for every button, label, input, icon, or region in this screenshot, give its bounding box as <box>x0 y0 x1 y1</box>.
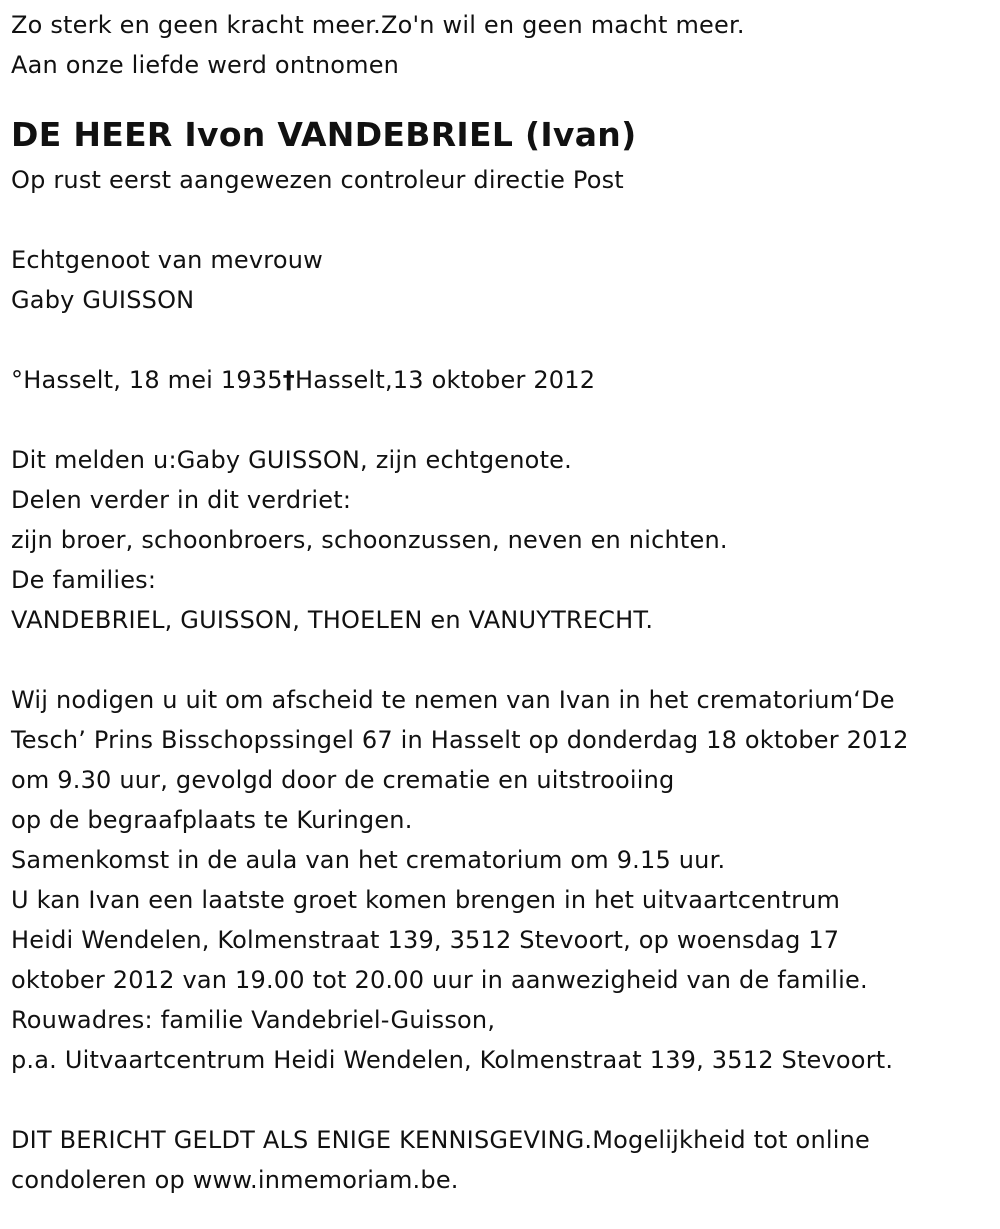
ceremony-line-7: Heidi Wendelen, Kolmenstraat 139, 3512 Stevoort, op woensdag 17 <box>11 926 840 954</box>
announcement-line-2: Delen verder in dit verdriet: <box>11 486 352 514</box>
ceremony-line-8: oktober 2012 van 19.00 tot 20.00 uur in aanwezigheid van de familie. <box>11 966 868 994</box>
intro-line-1: Zo sterk en geen kracht meer.Zo'n wil en geen macht meer. <box>11 11 745 39</box>
announcement-line-4: De families: <box>11 566 157 594</box>
spacer <box>11 400 991 440</box>
announcement-line-5: VANDEBRIEL, GUISSON, THOELEN en VANUYTRECHT. <box>11 606 654 634</box>
death-date: Hasselt,13 oktober 2012 <box>294 366 596 394</box>
spacer <box>11 200 991 240</box>
announcement-line-1: Dit melden u:Gaby GUISSON, zijn echtgenote. <box>11 446 572 474</box>
death-dagger-icon: † <box>282 366 295 394</box>
ceremony-line-10: p.a. Uitvaartcentrum Heidi Wendelen, Kolmenstraat 139, 3512 Stevoort. <box>11 1046 894 1074</box>
ceremony-line-5: Samenkomst in de aula van het crematorium om 9.15 uur. <box>11 846 726 874</box>
spacer <box>11 320 991 360</box>
closing-line-1: DIT BERICHT GELDT ALS ENIGE KENNISGEVING.Mogelijkheid tot online <box>11 1126 870 1154</box>
deceased-occupation: Op rust eerst aangewezen controleur directie Post <box>11 166 624 194</box>
ceremony-line-4: op de begraafplaats te Kuringen. <box>11 806 413 834</box>
obituary-notice <box>11 0 991 1200</box>
ceremony-line-1: Wij nodigen u uit om afscheid te nemen van Ivan in het crematorium‘De <box>11 686 895 714</box>
ceremony-line-9: Rouwadres: familie Vandebriel-Guisson, <box>11 1006 496 1034</box>
deceased-name: DE HEER Ivon VANDEBRIEL (Ivan) <box>11 115 637 154</box>
announcement-line-3: zijn broer, schoonbroers, schoonzussen, neven en nichten. <box>11 526 728 554</box>
spacer <box>11 640 991 680</box>
ceremony-line-2: Tesch’ Prins Bisschopssingel 67 in Hasselt op donderdag 18 oktober 2012 <box>11 726 909 754</box>
life-dates <box>11 360 991 400</box>
ceremony-line-6: U kan Ivan een laatste groet komen brengen in het uitvaartcentrum <box>11 886 841 914</box>
birth-date: °Hasselt, 18 mei 1935 <box>11 366 283 394</box>
spacer <box>11 1080 991 1120</box>
spouse-label: Echtgenoot van mevrouw <box>11 246 323 274</box>
intro-line-2: Aan onze liefde werd ontnomen <box>11 51 400 79</box>
spouse-name: Gaby GUISSON <box>11 286 195 314</box>
ceremony-line-3: om 9.30 uur, gevolgd door de crematie en uitstrooiing <box>11 766 675 794</box>
closing-line-2: condoleren op www.inmemoriam.be. <box>11 1166 459 1194</box>
